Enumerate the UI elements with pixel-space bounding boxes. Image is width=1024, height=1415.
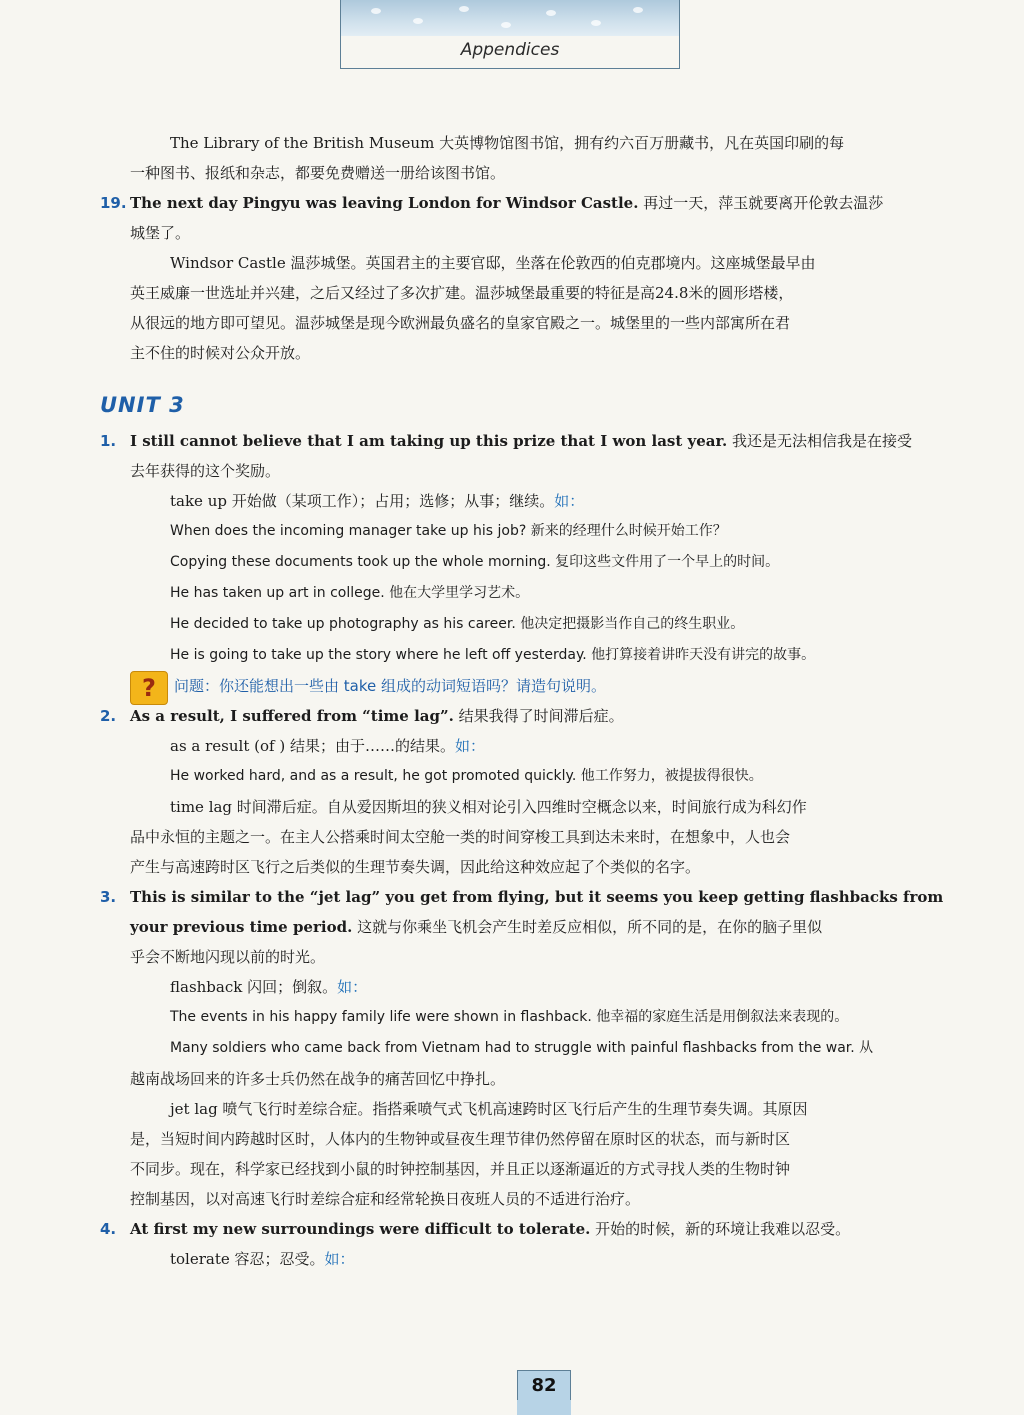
- item-4: [100, 1214, 962, 1244]
- item-19-note-2: 英王威廉一世选址并兴建，之后又经过了多次扩建。温莎城堡最重要的特征是高24.8米的圆形塔楼，: [130, 284, 794, 302]
- page-number-tab: [517, 1400, 571, 1415]
- item-sentence-en: This is similar to the “jet lag” you get from flying, but it seems you keep getting flashbacks from: [130, 888, 944, 906]
- item-19-note-1: [100, 248, 962, 278]
- example-zh: 他工作努力，被提拔得很快。: [576, 768, 763, 784]
- example-line: [100, 640, 962, 671]
- item-number: 4.: [100, 1220, 117, 1238]
- item-3: [100, 882, 962, 912]
- item-3-note-2: 是，当短时间内跨越时区时，人体内的生物钟或昼夜生理节律仍然停留在原时区的状态，而与新时区: [130, 1130, 791, 1148]
- definition-text: as a result (of ) 结果；由于……的结果。: [170, 737, 455, 755]
- item-2: [100, 701, 962, 731]
- question-icon: ?: [130, 671, 168, 705]
- question-text: 问题：你还能想出一些由 take 组成的动词短语吗？请造句说明。: [174, 677, 606, 695]
- example-en: He has taken up art in college.: [170, 585, 385, 601]
- page-number: 82: [517, 1370, 571, 1402]
- unit-title: UNIT 3: [100, 393, 185, 417]
- example-zh: 他打算接着讲昨天没有讲完的故事。: [586, 647, 816, 663]
- item-19-note-3: 从很远的地方即可望见。温莎城堡是现今欧洲最负盛名的皇家官殿之一。城堡里的一些内部寓所在君: [130, 314, 791, 332]
- example-zh: 他幸福的家庭生活是用倒叙法来表现的。: [591, 1009, 849, 1025]
- example-en: The events in his happy family life were shown in flashback.: [170, 1009, 592, 1025]
- item-19-note-4: 主不住的时候对公众开放。: [130, 344, 311, 362]
- item-19-zh-cont: 城堡了。: [130, 224, 191, 242]
- example-zh: 复印这些文件用了一个早上的时间。: [550, 554, 780, 570]
- example-line: [100, 516, 962, 547]
- intro-line-2: 一种图书、报纸和杂志，都要免费赠送一册给该图书馆。: [130, 164, 506, 182]
- item-sentence-zh: 结果我得了时间滞后症。: [453, 707, 624, 725]
- item-1: [100, 426, 962, 456]
- header-title: Appendices: [460, 40, 560, 60]
- item-sentence-en: I still cannot believe that I am taking up this prize that I won last year.: [130, 432, 728, 450]
- item-sentence-en: At first my new surroundings were difficult to tolerate.: [130, 1220, 591, 1238]
- example-zh: 从: [854, 1040, 874, 1056]
- item-number: 1.: [100, 432, 117, 450]
- item-1-definition: [100, 486, 962, 516]
- note-term: Windsor Castle: [170, 254, 286, 272]
- example-line: [100, 578, 962, 609]
- item-sentence-zh: 这就与你乘坐飞机会产生时差反应相似，所不同的是，在你的脑子里似: [352, 918, 823, 936]
- example-en: Many soldiers who came back from Vietnam had to struggle with painful flashbacks from the war.: [170, 1040, 855, 1056]
- item-sentence-zh: 开始的时候，新的环境让我难以忍受。: [590, 1220, 851, 1238]
- item-3-definition: [100, 972, 962, 1002]
- item-3-note-3: 不同步。现在，科学家已经找到小鼠的时钟控制基因，并且正以逐渐逼近的方式寻找人类的生物时钟: [130, 1160, 791, 1178]
- item-1-zh-cont: 去年获得的这个奖励。: [130, 462, 281, 480]
- item-2-note-3: 产生与高速跨时区飞行之后类似的生理节奏失调，因此给这种效应起了个类似的名字。: [130, 858, 701, 876]
- example-line: [100, 547, 962, 578]
- example-line: [100, 1033, 962, 1064]
- example-en: He decided to take up photography as his career.: [170, 616, 516, 632]
- item-number: 19.: [100, 194, 127, 212]
- note-text: 温莎城堡。英国君主的主要官邸，坐落在伦敦西的伯克郡境内。这座城堡最早由: [285, 254, 816, 272]
- example-zh: 他在大学里学习艺术。: [384, 585, 530, 601]
- example-en: He is going to take up the story where he left off yesterday.: [170, 647, 587, 663]
- example-zh: 他决定把摄影当作自己的终生职业。: [515, 616, 745, 632]
- definition-text: take up 开始做（某项工作）；占用；选修；从事；继续。: [170, 492, 555, 510]
- item-sentence-en-cont: your previous time period.: [130, 918, 353, 936]
- example-en: When does the incoming manager take up his job?: [170, 523, 527, 539]
- example-en: He worked hard, and as a result, he got promoted quickly.: [170, 768, 577, 784]
- example-zh: 新来的经理什么时候开始工作？: [526, 523, 727, 539]
- example-marker: 如：: [324, 1250, 355, 1268]
- item-number: 3.: [100, 888, 117, 906]
- item-3-line-2: [100, 912, 962, 942]
- header-decoration: [340, 0, 680, 36]
- item-19: [100, 188, 962, 218]
- item-sentence-zh: 我还是无法相信我是在接受: [727, 432, 913, 450]
- example-line: [100, 761, 962, 792]
- item-sentence-en: As a result, I suffered from “time lag”.: [130, 707, 454, 725]
- header-box: [340, 36, 680, 69]
- definition-text: tolerate 容忍；忍受。: [170, 1250, 325, 1268]
- intro-line-1: The Library of the British Museum 大英博物馆图书馆，拥有约六百万册藏书，凡在英国印刷的每: [170, 134, 845, 152]
- question-row: [100, 671, 962, 701]
- example-line: [100, 1002, 962, 1033]
- example-en: Copying these documents took up the whole morning.: [170, 554, 551, 570]
- definition-text: flashback 闪回；倒叙。: [170, 978, 338, 996]
- example-marker: 如：: [337, 978, 368, 996]
- item-2-note-1: time lag 时间滞后症。自从爱因斯坦的狭义相对论引入四维时空概念以来，时间旅行成为科幻作: [170, 798, 807, 816]
- item-3-note-4: 控制基因，以对高速飞行时差综合症和经常轮换日夜班人员的不适进行治疗。: [130, 1190, 641, 1208]
- example-marker: 如：: [554, 492, 585, 510]
- example-zh-cont: 越南战场回来的许多士兵仍然在战争的痛苦回忆中挣扎。: [130, 1070, 506, 1088]
- example-marker: 如：: [454, 737, 485, 755]
- item-sentence-en: The next day Pingyu was leaving London for Windsor Castle.: [130, 194, 639, 212]
- item-2-note-2: 品中永恒的主题之一。在主人公搭乘时间太空舱一类的时间穿梭工具到达未来时，在想象中，人也会: [130, 828, 791, 846]
- page-content: [100, 128, 962, 1274]
- item-sentence-zh: 再过一天，萍玉就要离开伦敦去温莎: [638, 194, 884, 212]
- item-3-note-1: jet lag 喷气飞行时差综合症。指搭乘喷气式飞机高速跨时区飞行后产生的生理节奏失调。其原因: [170, 1100, 808, 1118]
- item-2-definition: [100, 731, 962, 761]
- item-3-zh-cont: 乎会不断地闪现以前的时光。: [130, 948, 326, 966]
- item-number: 2.: [100, 707, 117, 725]
- item-4-definition: [100, 1244, 962, 1274]
- example-line: [100, 609, 962, 640]
